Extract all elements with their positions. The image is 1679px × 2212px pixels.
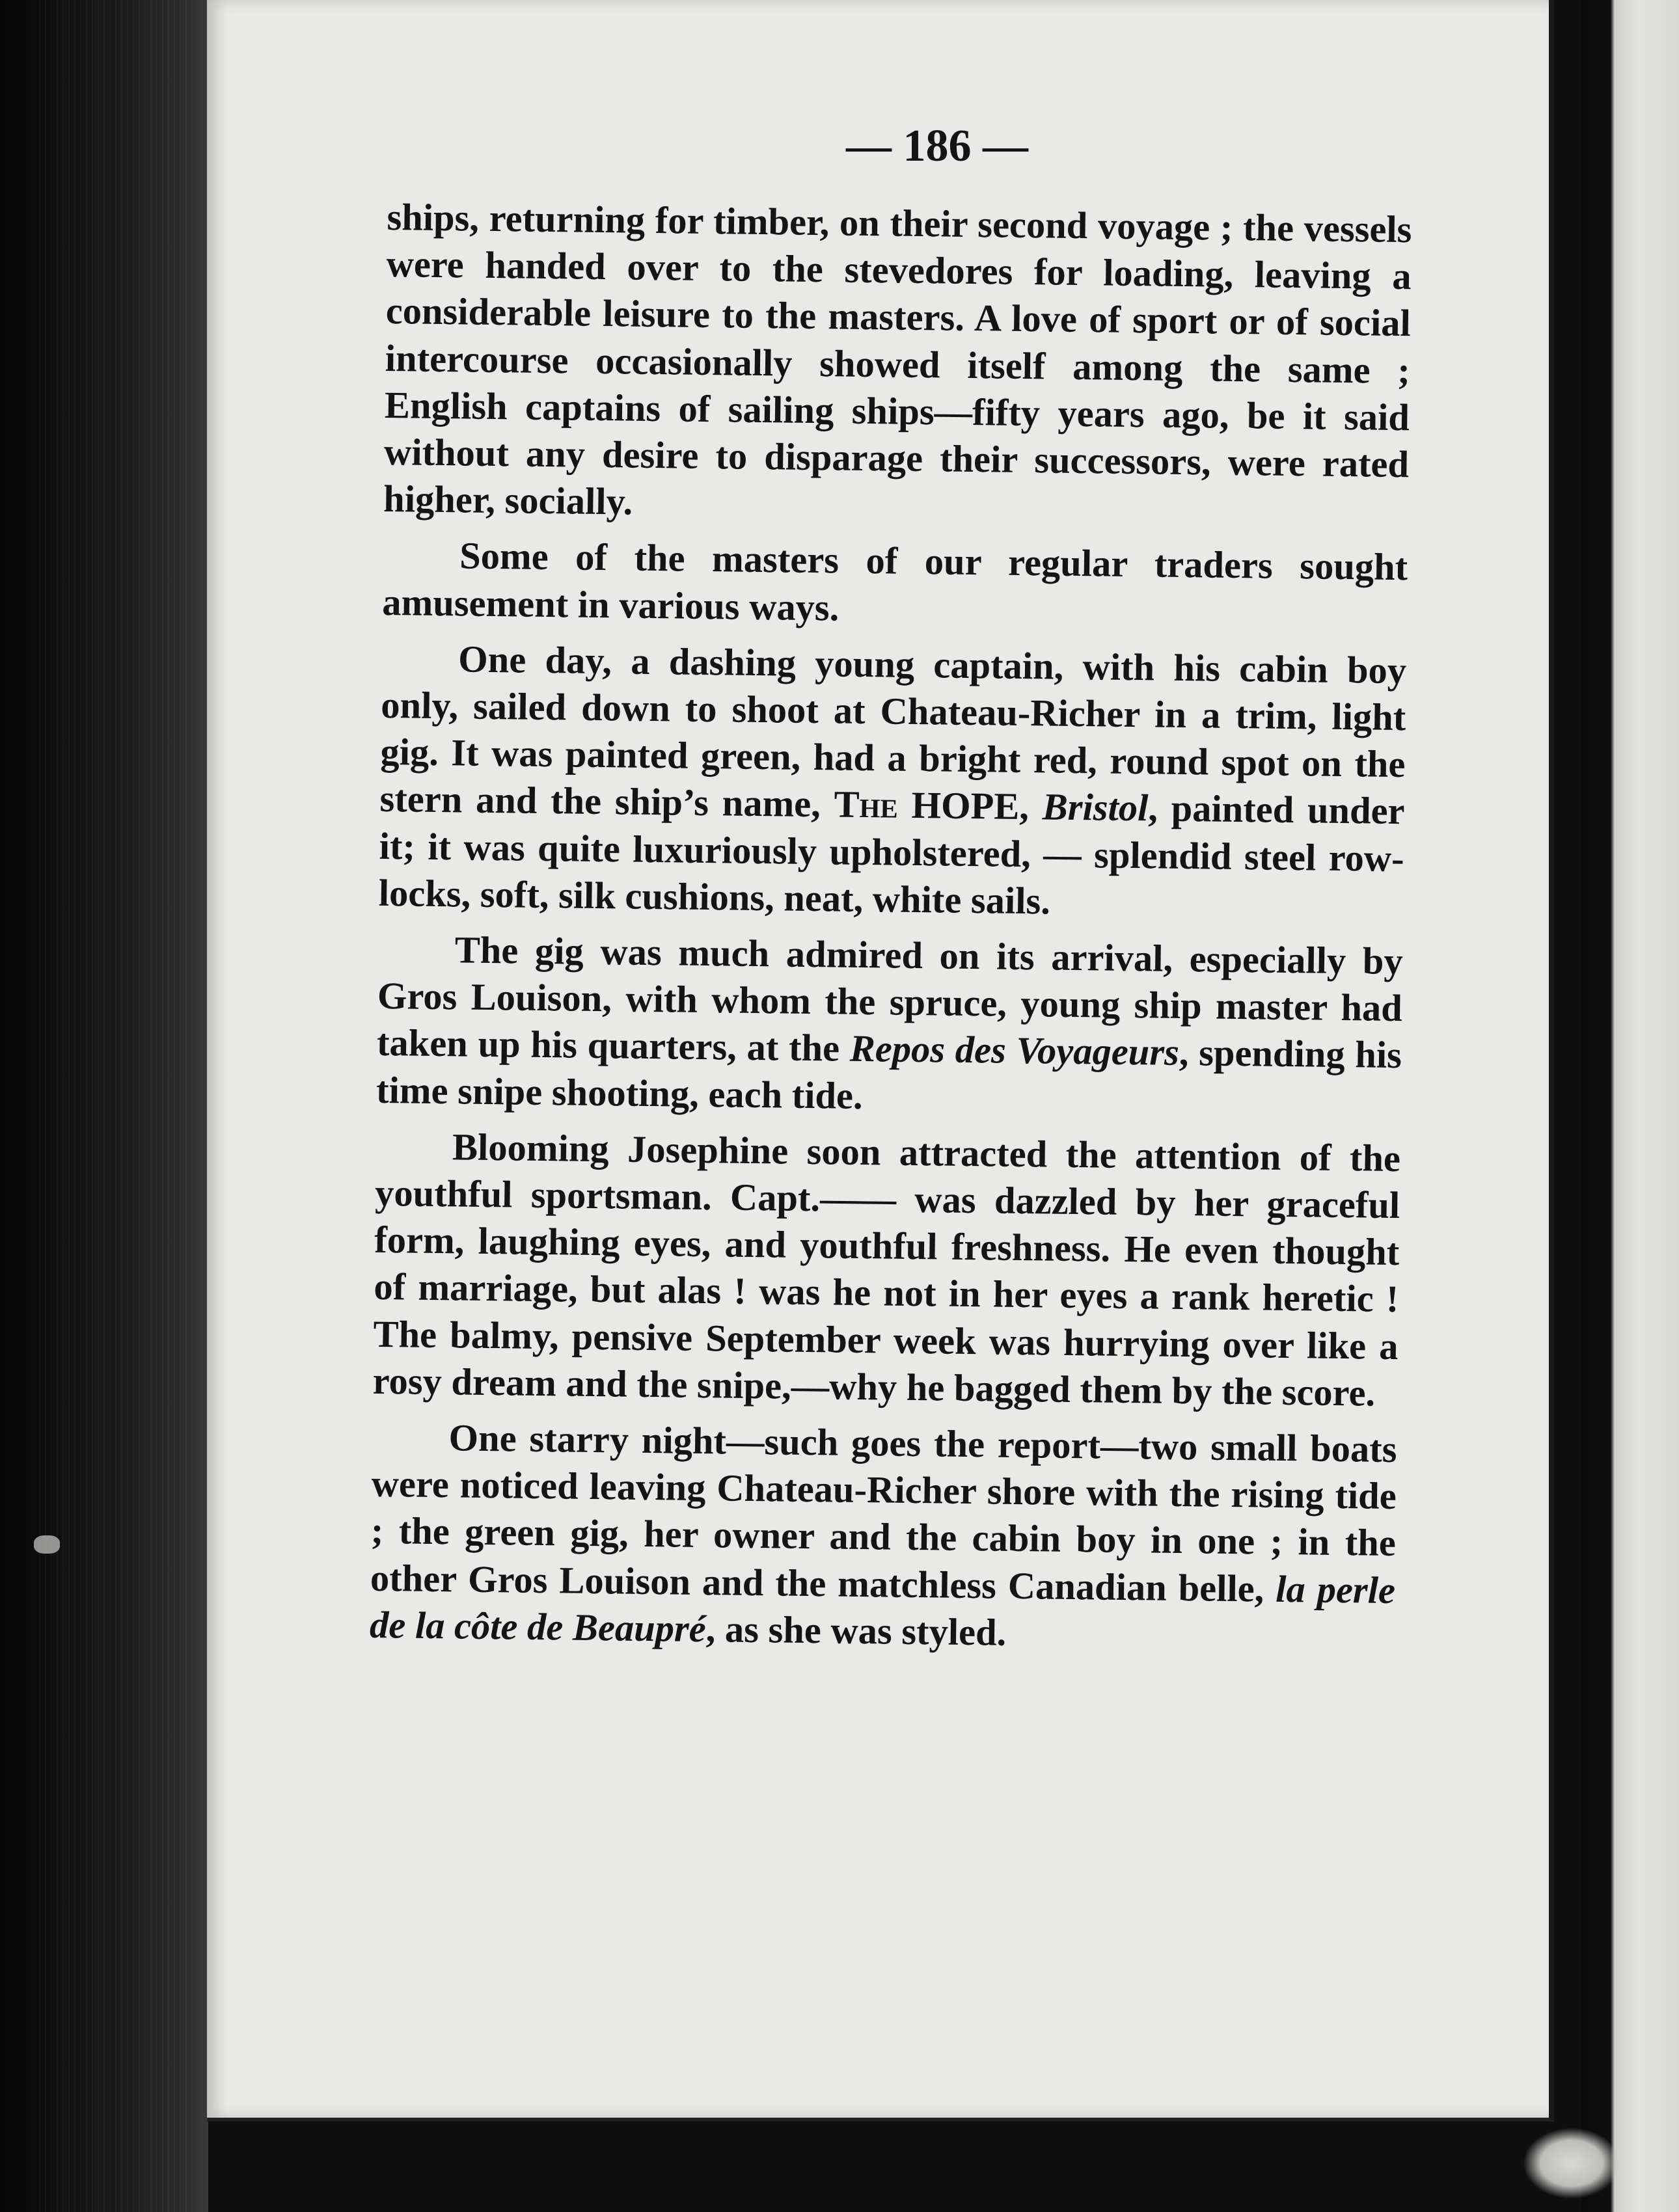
text-run: HOPE, xyxy=(897,784,1043,828)
text-run: , painted under it; it was quite luxuriously upholstered, — splendid steel row-locks, soft, silk cushions, neat, white sails. xyxy=(378,787,1405,923)
paragraph xyxy=(376,926,1403,1126)
text-run: , spending his time snipe shooting, each tide. xyxy=(375,1031,1402,1117)
book-edge xyxy=(0,0,208,2212)
scan-speck xyxy=(34,1535,60,1554)
text-run: One day, a dashing young captain, with his cabin boy only, sailed down to shoot at Chateau-Richer in a trim, light gig. It was painted green, had a bright red, round spot on the stern and the ship’s name, xyxy=(379,638,1407,826)
text-run: The gig was much admired on its arrival, especially by Gros Louison, with whom the spruce, young ship master had taken up his quarters, at the xyxy=(376,928,1404,1070)
paragraph xyxy=(378,635,1406,929)
text-run: , as she was styled. xyxy=(705,1608,1007,1654)
paragraph xyxy=(372,1123,1400,1417)
next-page-edge xyxy=(1581,0,1679,2212)
paragraph xyxy=(383,194,1412,535)
paragraph xyxy=(382,532,1408,638)
scan-corner-mark xyxy=(1523,2127,1620,2199)
page-edges-texture xyxy=(39,0,195,2212)
text-run: Some of the masters of our regular traders sought amusement in various ways. xyxy=(381,534,1408,629)
text-run: One starry night—such goes the report—two small boats were noticed leaving Chateau-Richer shore with the rising tide ; the green gig, her owner and the cabin boy in one ; in the other Gros Louison and the matchless Canadian belle, xyxy=(370,1416,1397,1610)
paragraph xyxy=(370,1414,1397,1661)
small-caps-text: The xyxy=(834,783,899,827)
italic-text: Repos des Voyageurs xyxy=(849,1027,1180,1074)
text-run: Blooming Josephine soon attracted the attention of the youthful sportsman. Capt.—— was dazzled by her graceful form, laughing eyes, and youthful freshness. He even thought of marriage, but alas ! was he not in her eyes a rank heretic ! The balmy, pensive September week was hurrying over like a rosy dream and the snipe,—why he bagged them by the score. xyxy=(372,1126,1401,1414)
italic-text: Bristol xyxy=(1042,785,1149,830)
body-text xyxy=(370,194,1412,1661)
italic-text: la perle de la côte de Beaupré xyxy=(369,1567,1396,1651)
page-number: — 186 — xyxy=(846,121,1028,171)
text-run: ships, returning for timber, on their second voyage ; the vessels were handed over to the stevedores for loading, leaving a considerable leisure to the masters. A love of sport or of social intercourse occasionally showed itself among the same ; English captains of sailing ships—fifty years ago, be it said without any desire to disparage their successors, were rated higher, socially. xyxy=(383,195,1412,523)
